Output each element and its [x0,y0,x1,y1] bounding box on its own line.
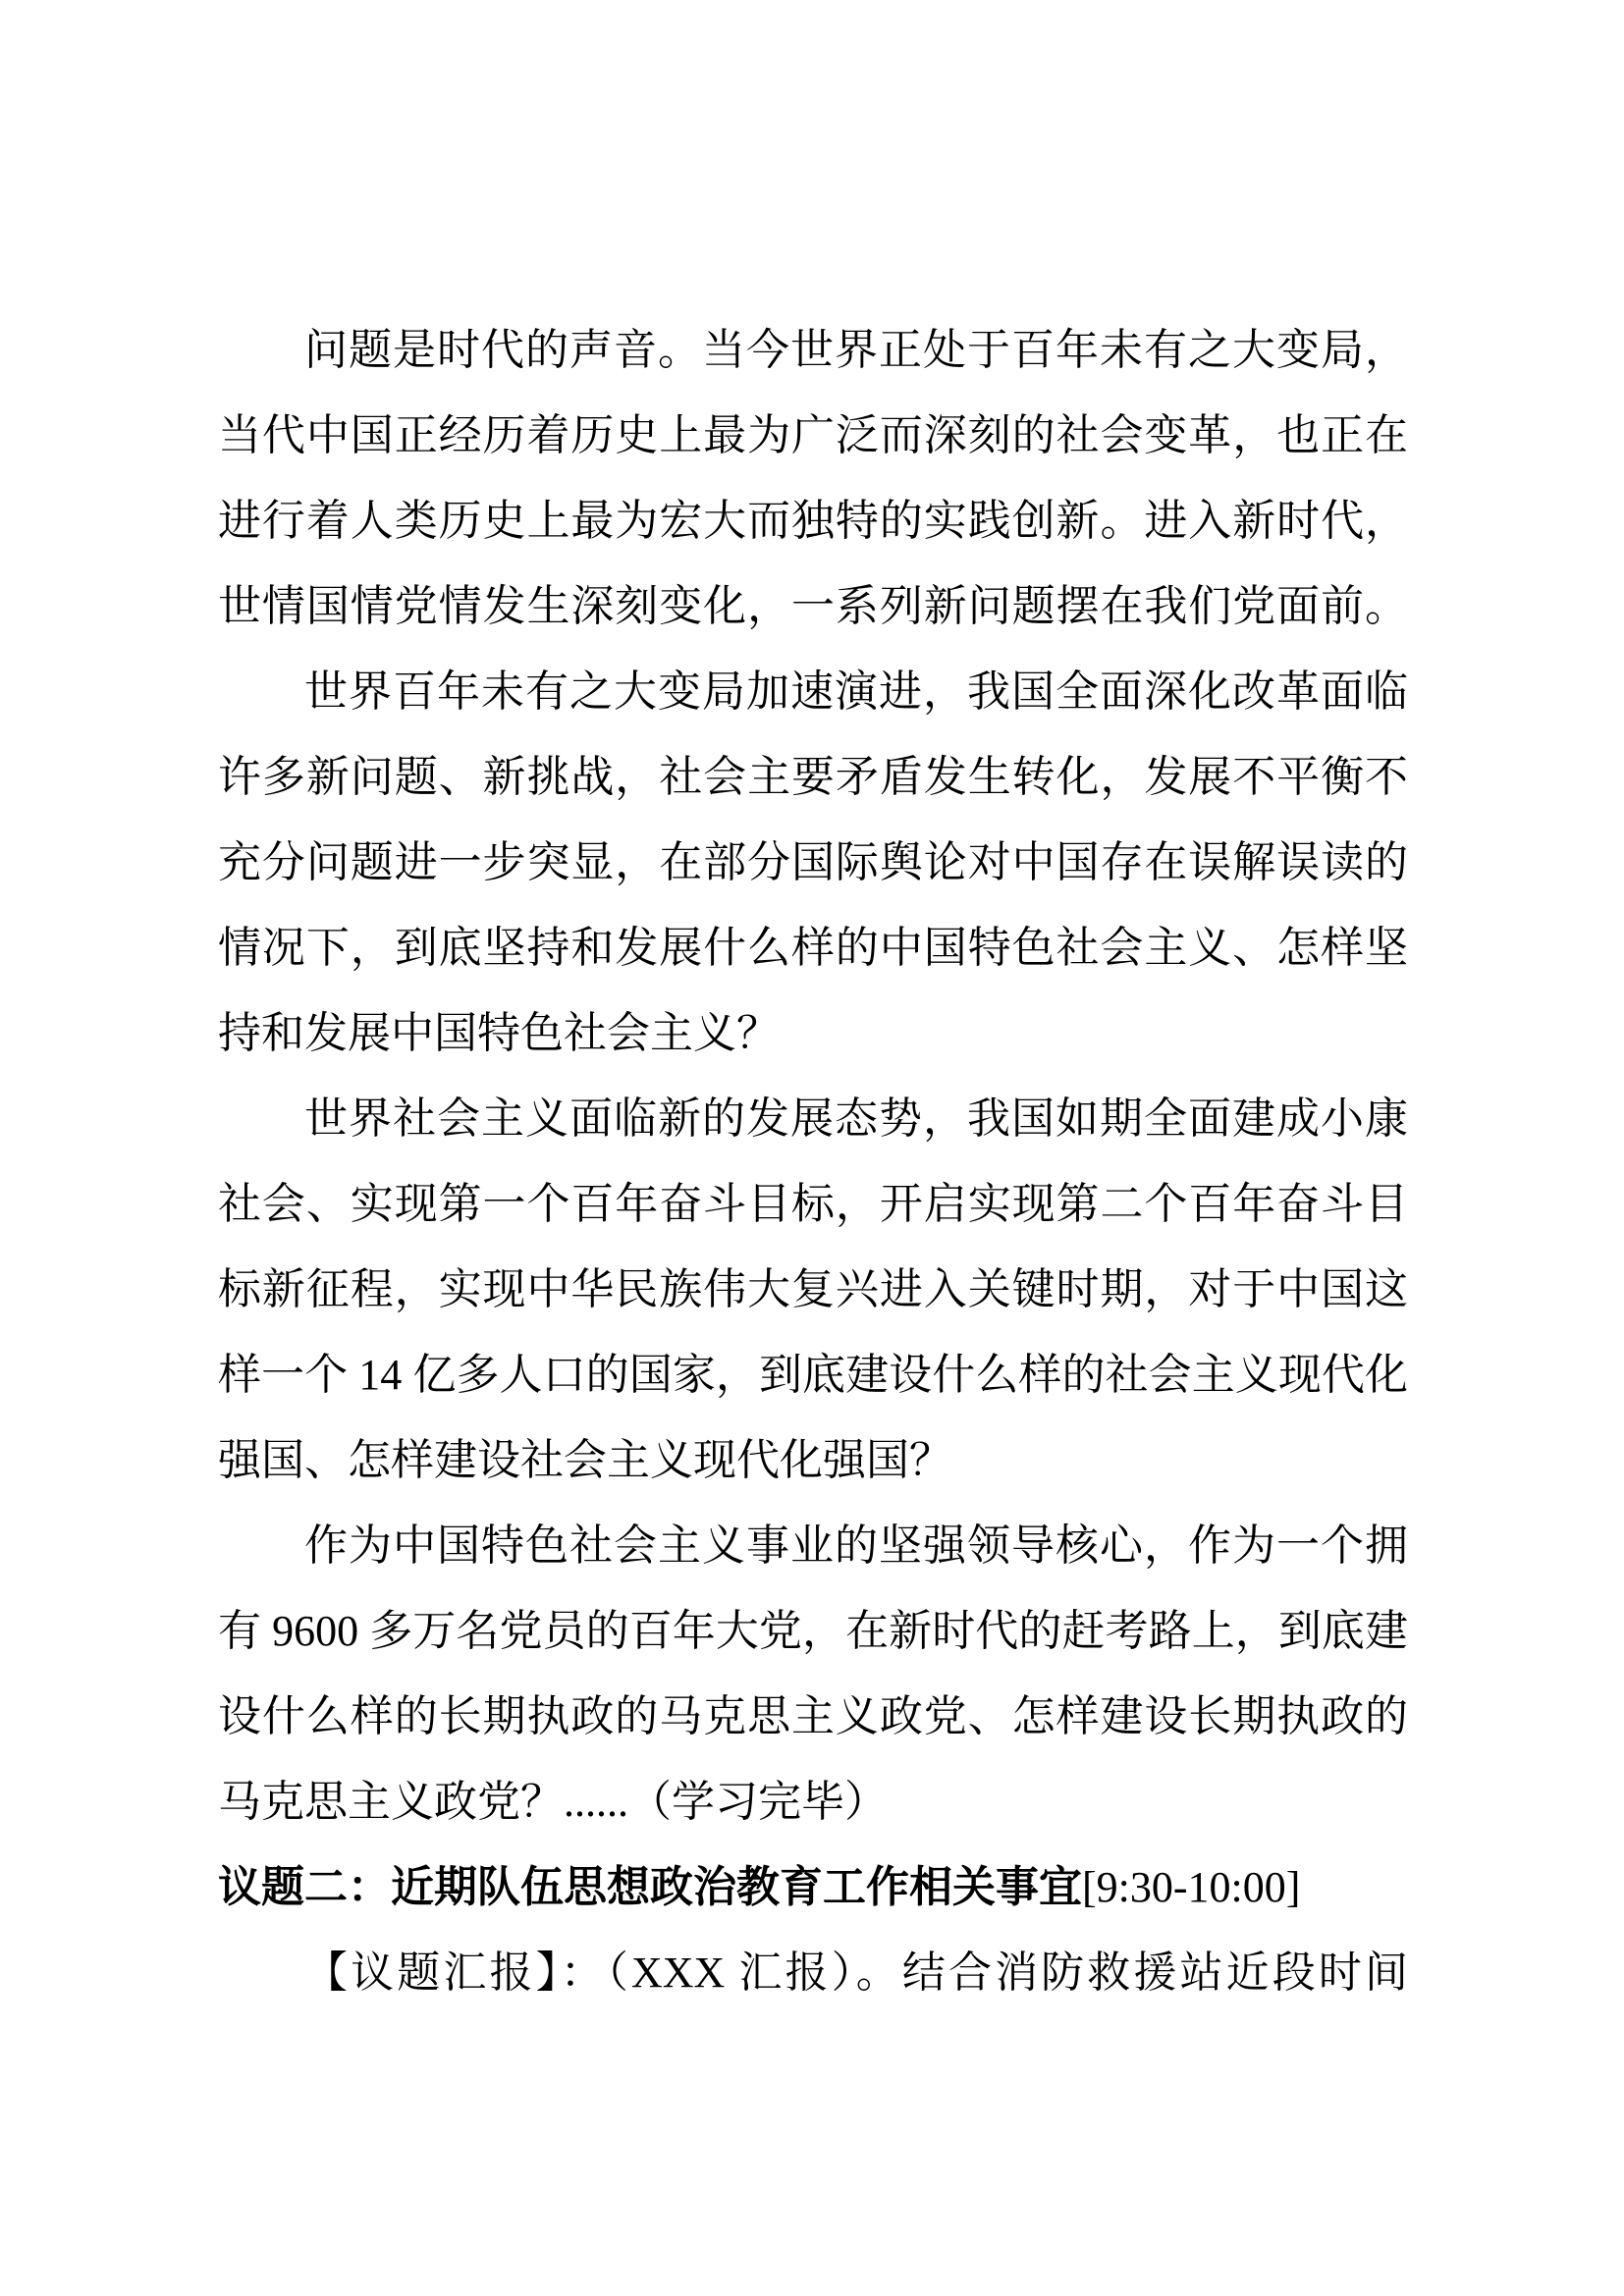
para4-line1: 作为中国特色社会主义事业的坚强领导核心，作为一个拥 [304,1522,1408,1570]
topic2-heading [218,1844,1408,1930]
para3-line4: 样一个 14 亿多人口的国家，到底建设什么样的社会主义现代化 [218,1351,1408,1399]
para1-line4: 世情国情党情发生深刻变化，一系列新问题摆在我们党面前。 [218,582,1408,630]
para3-line5: 强国、怎样建设社会主义现代化强国？ [218,1436,952,1484]
para2-line5: 持和发展中国特色社会主义？ [218,1009,780,1057]
text-run: 议题二：近期队伍思想政治教育工作相关事宜 [218,1863,1082,1911]
text-run: [9:30-10:00] [1082,1863,1301,1911]
para1-line3: 进行着人类历史上最为宏大而独特的实践创新。进入新时代， [218,497,1408,545]
document-text-block [218,307,1408,2015]
para2-line4: 情况下，到底坚持和发展什么样的中国特色社会主义、怎样坚 [218,924,1408,972]
para1-line1: 问题是时代的声音。当今世界正处于百年未有之大变局， [304,326,1408,374]
para4-line2: 有 9600 多万名党员的百年大党，在新时代的赶考路上，到底建 [218,1607,1408,1655]
text-run: 【议题汇报】：（XXX 汇报）。结合消防救援站近段时间 [304,1949,1408,1997]
para4-line4: 马克思主义政党？......（学习完毕） [218,1778,888,1826]
para3-line2: 社会、实现第一个百年奋斗目标，开启实现第二个百年奋斗目 [218,1180,1408,1228]
para2-line2: 许多新问题、新挑战，社会主要矛盾发生转化，发展不平衡不 [218,753,1408,801]
para3-line3: 标新征程，实现中华民族伟大复兴进入关键时期，对于中国这 [218,1265,1408,1313]
para2-line3: 充分问题进一步突显，在部分国际舆论对中国存在误解误读的 [218,838,1408,886]
para2-line1: 世界百年未有之大变局加速演进，我国全面深化改革面临 [304,667,1408,716]
para4-line3: 设什么样的长期执政的马克思主义政党、怎样建设长期执政的 [218,1692,1408,1740]
topic2-report-line1 [218,1930,1408,2015]
para3-line1: 世界社会主义面临新的发展态势，我国如期全面建成小康 [304,1095,1408,1143]
para1-line2: 当代中国正经历着历史上最为广泛而深刻的社会变革，也正在 [218,411,1408,459]
